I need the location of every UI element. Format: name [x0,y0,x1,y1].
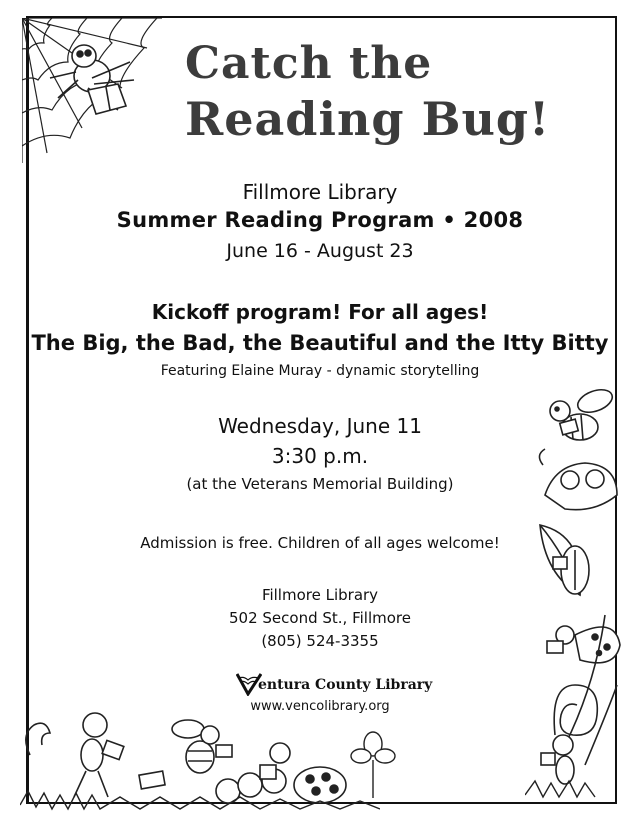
address-phone: (805) 524-3355 [261,632,379,650]
reading-bug-bottom [541,735,574,784]
event-day: Wednesday, June 11 [218,414,422,438]
library-url[interactable]: www.vencolibrary.org [250,699,390,714]
program-title: Summer Reading Program • 2008 [116,208,524,232]
address-street: 502 Second St., Fillmore [229,609,411,627]
kickoff-heading: Kickoff program! For all ages! [151,300,489,324]
headline-line-1: Catch the [185,38,433,89]
event-venue: (at the Veterans Memorial Building) [186,475,454,493]
ladybug-bottom [294,767,346,803]
logo-text: entura County Library [258,677,433,693]
spider-web-illustration [22,18,172,168]
ventura-county-library-logo [236,672,446,696]
kickoff-featuring: Featuring Elaine Muray - dynamic storytelling [160,363,480,379]
bug-row-illustration [20,705,380,820]
admission-note: Admission is free. Children of all ages welcome! [140,534,500,552]
kickoff-show-title: The Big, the Bad, the Beautiful and the Itty Bitty [31,331,609,355]
ant-reader [74,713,124,797]
address-name: Fillmore Library [261,586,379,604]
bee-bottom [172,720,232,773]
event-time: 3:30 p.m. [271,444,369,468]
headline-line-2: Reading Bug! [185,92,551,146]
flower-illustration [348,730,398,800]
library-name: Fillmore Library [242,180,398,204]
program-dates: June 16 - August 23 [226,240,414,262]
